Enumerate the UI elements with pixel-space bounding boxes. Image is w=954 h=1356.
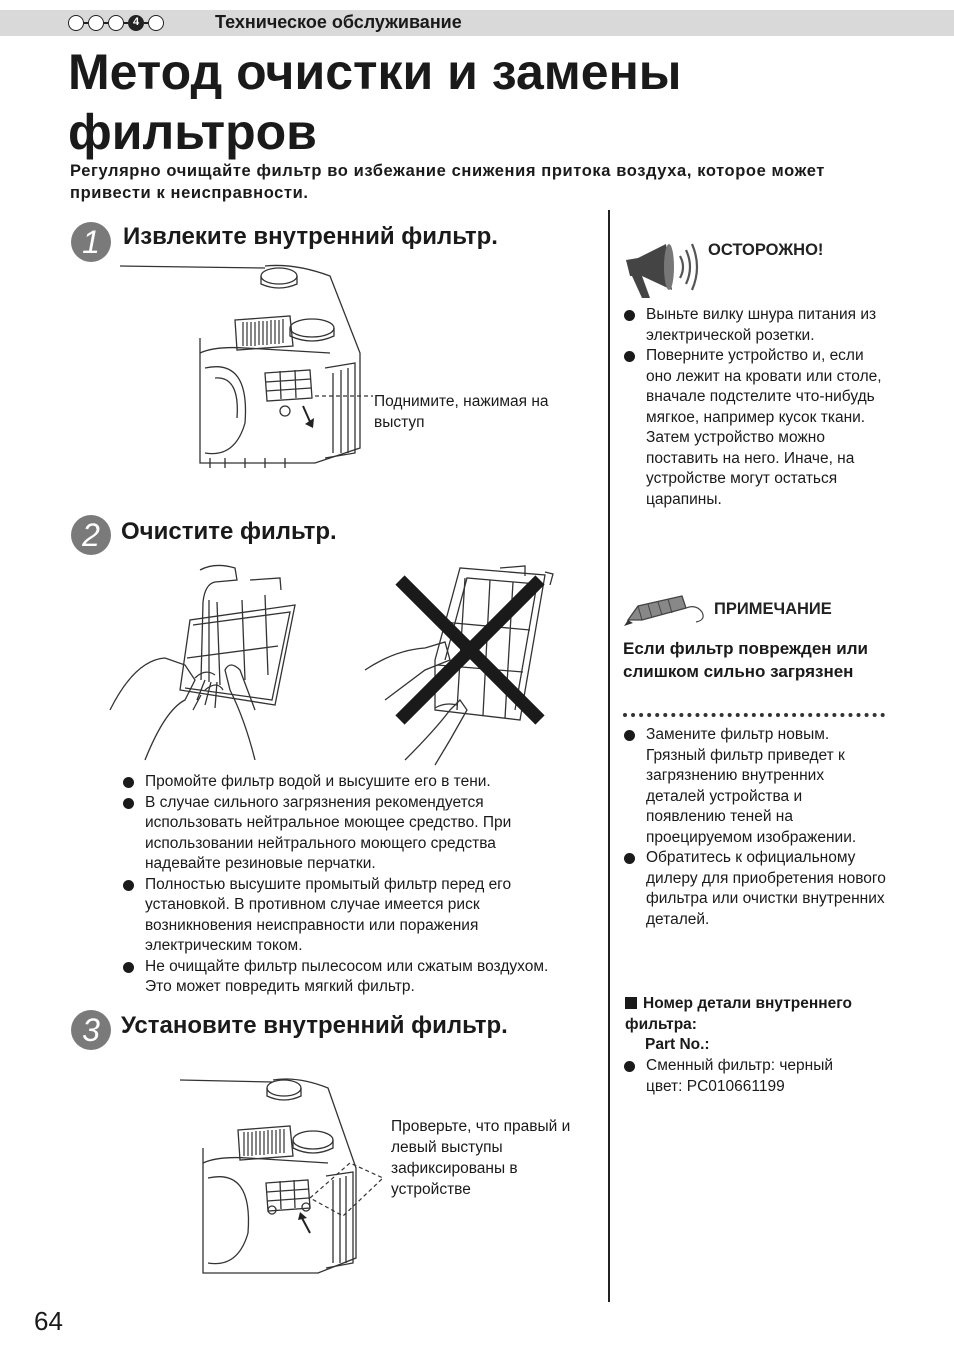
part-number-title: Номер детали внутреннего фильтра: Part No.: xyxy=(625,994,895,1056)
filter-washing-illustrations xyxy=(105,560,575,770)
list-item: В случае сильного загрязнения рекомендуется использовать нейтральное моющее средство. При использовании нейтрального моющего средства надевайте резиновые перчатки. xyxy=(123,793,563,875)
projector-filter-removal-illustration xyxy=(115,258,585,470)
pencil-icon xyxy=(624,592,708,632)
step-indicator xyxy=(68,13,164,33)
step-indicator-dot xyxy=(88,15,104,31)
dotted-divider xyxy=(623,713,885,717)
caution-list xyxy=(624,305,886,510)
list-item: Промойте фильтр водой и высушите его в тени. xyxy=(123,772,563,793)
step-3-number: 3 xyxy=(71,1010,111,1050)
intro-text: Регулярно очищайте фильтр во избежание снижения притока воздуха, которое может привести к неисправности. xyxy=(70,162,825,202)
step-3-title: Установите внутренний фильтр. xyxy=(121,1012,508,1039)
step-indicator-dot xyxy=(68,15,84,31)
megaphone-icon xyxy=(622,236,704,300)
step-1-title: Извлеките внутренний фильтр. xyxy=(123,223,498,250)
list-item: Обратитесь к официальному дилеру для приобретения нового фильтра или очистки внутренних деталей. xyxy=(624,848,886,930)
caution-label: ОСТОРОЖНО! xyxy=(708,241,824,259)
list-item: Полностью высушите промытый фильтр перед его установкой. В противном случае имеется риск возникновения неисправности или поражения электрическим током. xyxy=(123,875,563,957)
part-list xyxy=(624,1056,864,1097)
step-1-number: 1 xyxy=(71,222,111,262)
column-divider xyxy=(608,210,610,1302)
step-1-annotation: Поднимите, нажимая на выступ xyxy=(374,393,549,431)
step-indicator-dot xyxy=(148,15,164,31)
part-no-label: Part No.: xyxy=(645,1036,710,1053)
step-3-annotation: Проверьте, что правый и левый выступы зафиксированы в устройстве xyxy=(391,1118,571,1198)
note-heading: Если фильтр поврежден или слишком сильно загрязнен xyxy=(623,639,868,681)
step-2-number: 2 xyxy=(71,515,111,555)
list-item: Замените фильтр новым. Грязный фильтр приведет к загрязнению внутренних деталей устройства и появлению теней на проецируемом изображении. xyxy=(624,725,886,848)
list-item: Выньте вилку шнура питания из электрической розетки. xyxy=(624,305,886,346)
section-title: Техническое обслуживание xyxy=(215,12,462,32)
note-list xyxy=(624,725,886,930)
list-item: Поверните устройство и, если оно лежит на кровати или столе, вначале подстелите что-нибудь мягкое, например кусок ткани. Затем устройство можно поставить на него. Иначе, на устройстве могут остаться царапины. xyxy=(624,346,886,510)
projector-filter-install-illustration xyxy=(178,1068,388,1278)
step-2-bullets xyxy=(123,772,563,998)
note-label: ПРИМЕЧАНИЕ xyxy=(714,600,832,618)
square-bullet-icon xyxy=(625,997,637,1009)
list-item: Не очищайте фильтр пылесосом или сжатым воздухом. Это может повредить мягкий фильтр. xyxy=(123,957,563,998)
list-item: Сменный фильтр: черный цвет: PC010661199 xyxy=(624,1056,864,1097)
step-indicator-dot-active: 4 xyxy=(128,15,144,31)
page-title: Метод очистки и замены фильтров xyxy=(68,44,682,160)
step-2-title: Очистите фильтр. xyxy=(121,518,337,545)
step-indicator-dot xyxy=(108,15,124,31)
page-number: 64 xyxy=(34,1306,63,1336)
